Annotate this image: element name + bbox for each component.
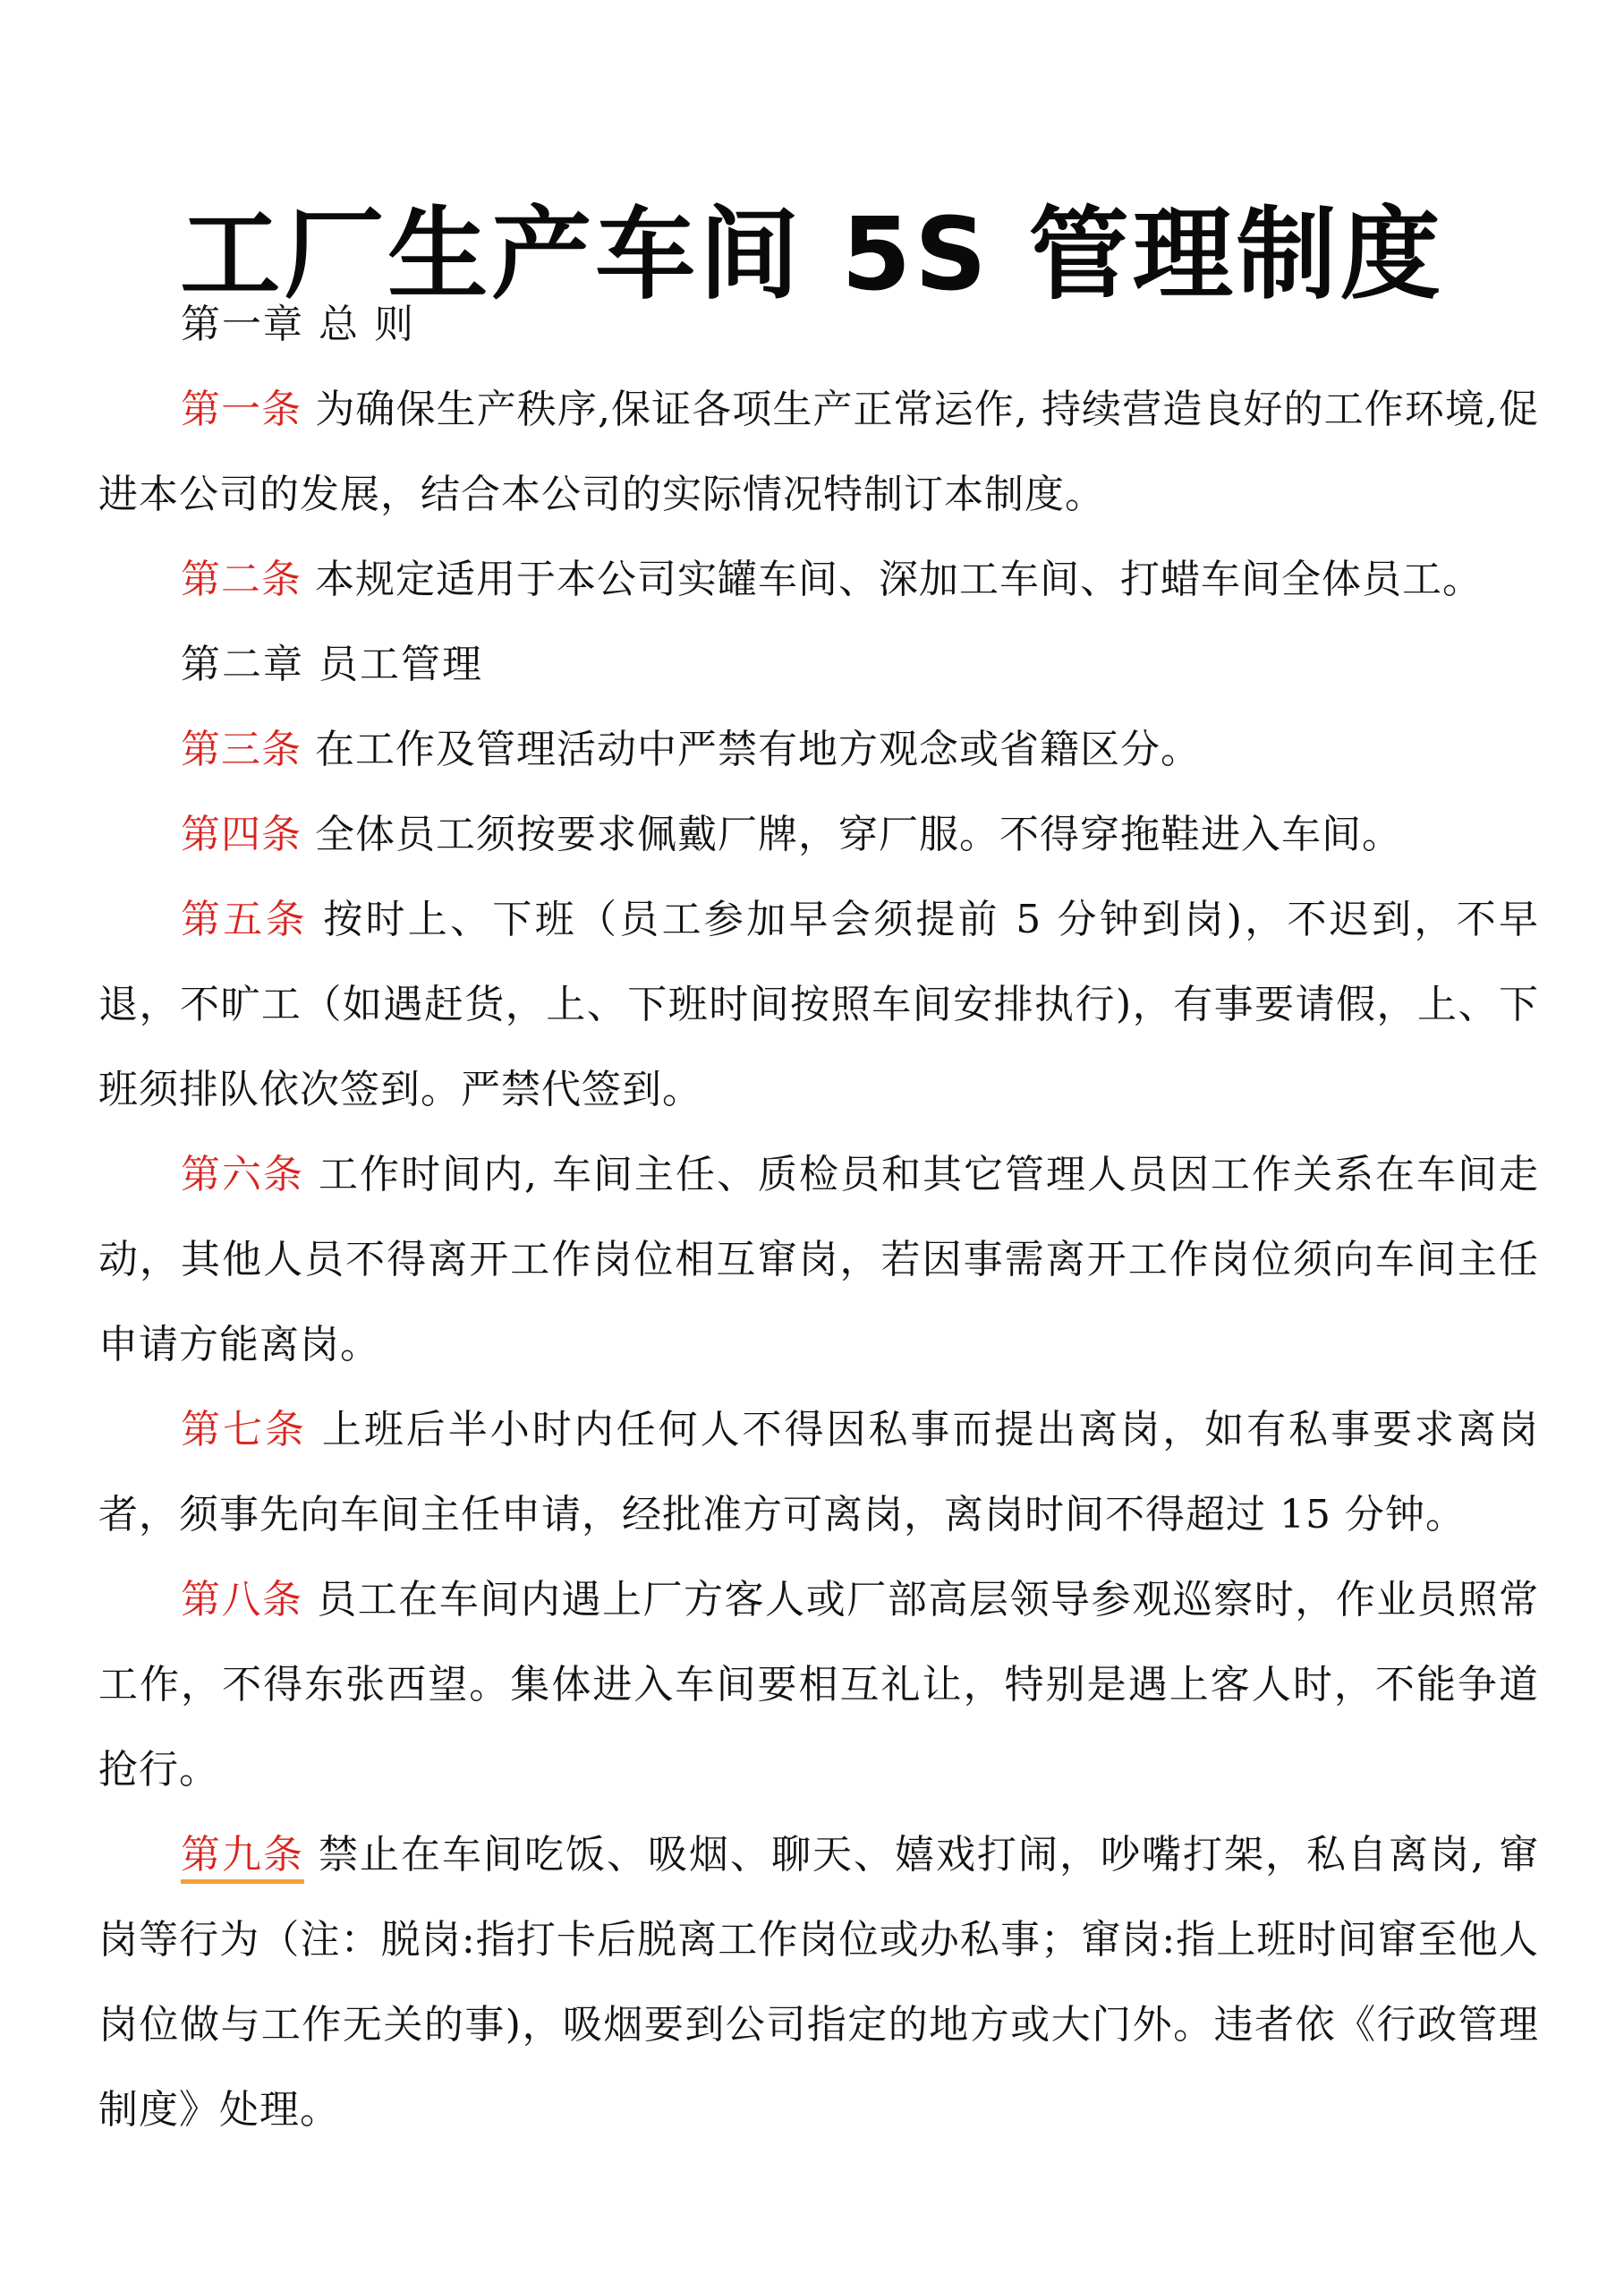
article-number: 第八条 <box>181 1577 303 1622</box>
article-number: 第四条 <box>181 812 302 857</box>
article <box>98 877 1539 1132</box>
article-number: 第六条 <box>181 1152 305 1197</box>
article <box>98 1557 1539 1812</box>
article-text: 员工在车间内遇上厂方客人或厂部高层领导参观巡察时，作业员照常工作，不得东张西望。集体进入车间要相互礼让，特别是遇上客人时，不能争道抢行。 <box>98 1577 1540 1793</box>
chapter-heading: 第二章 员工管理 <box>181 642 483 687</box>
article <box>98 1387 1539 1557</box>
article-text: 禁止在车间吃饭、吸烟、聊天、嬉戏打闹，吵嘴打架，私自离岗, 窜岗等行为（注：脱岗:指打卡后脱离工作岗位或办私事；窜岗:指上班时间窜至他人岗位做与工作无关的事)，吸烟要到公司指定的地方或大门外。违者依《行政管理制度》处理。 <box>98 1832 1539 2133</box>
article <box>98 1132 1539 1387</box>
page-title: 工厂生产车间 5S 管理制度 <box>180 197 1444 314</box>
article-text: 全体员工须按要求佩戴厂牌，穿厂服。不得穿拖鞋进入车间。 <box>315 812 1402 857</box>
article <box>98 537 1539 622</box>
article-number: 第五条 <box>181 897 308 942</box>
article <box>98 707 1539 792</box>
article-number: 第三条 <box>181 727 302 772</box>
article-text: 为确保生产秩序,保证各项生产正常运作, 持续营造良好的工作环境,促进本公司的发展，结合本公司的实际情况特制订本制度。 <box>98 387 1539 517</box>
article-number: 第一条 <box>181 387 302 432</box>
article-text: 在工作及管理活动中严禁有地方观念或省籍区分。 <box>315 727 1201 772</box>
article-number-highlighted: 第九条 <box>181 1832 304 1884</box>
article-text: 工作时间内, 车间主任、质检员和其它管理人员因工作关系在车间走动，其他人员不得离开工作岗位相互窜岗，若因事需离开工作岗位须向车间主任申请方能离岗。 <box>98 1152 1539 1367</box>
article-number: 第七条 <box>181 1407 307 1452</box>
article-text: 本规定适用于本公司实罐车间、深加工车间、打蜡车间全体员工。 <box>315 557 1483 602</box>
article <box>98 367 1539 537</box>
chapter-heading: 第一章 总 则 <box>181 302 415 347</box>
article <box>98 1812 1539 2152</box>
article-text: 按时上、下班（员工参加早会须提前 5 分钟到岗)，不迟到，不早退，不旷工（如遇赶货，上、下班时间按照车间安排执行)，有事要请假，上、下班须排队依次签到。严禁代签到。 <box>98 897 1539 1112</box>
document-body <box>98 282 1539 2152</box>
article-text: 上班后半小时内任何人不得因私事而提出离岗，如有私事要求离岗者，须事先向车间主任申请，经批准方可离岗，离岗时间不得超过 15 分钟。 <box>98 1407 1539 1537</box>
article-number: 第二条 <box>181 557 302 602</box>
article <box>98 792 1539 877</box>
